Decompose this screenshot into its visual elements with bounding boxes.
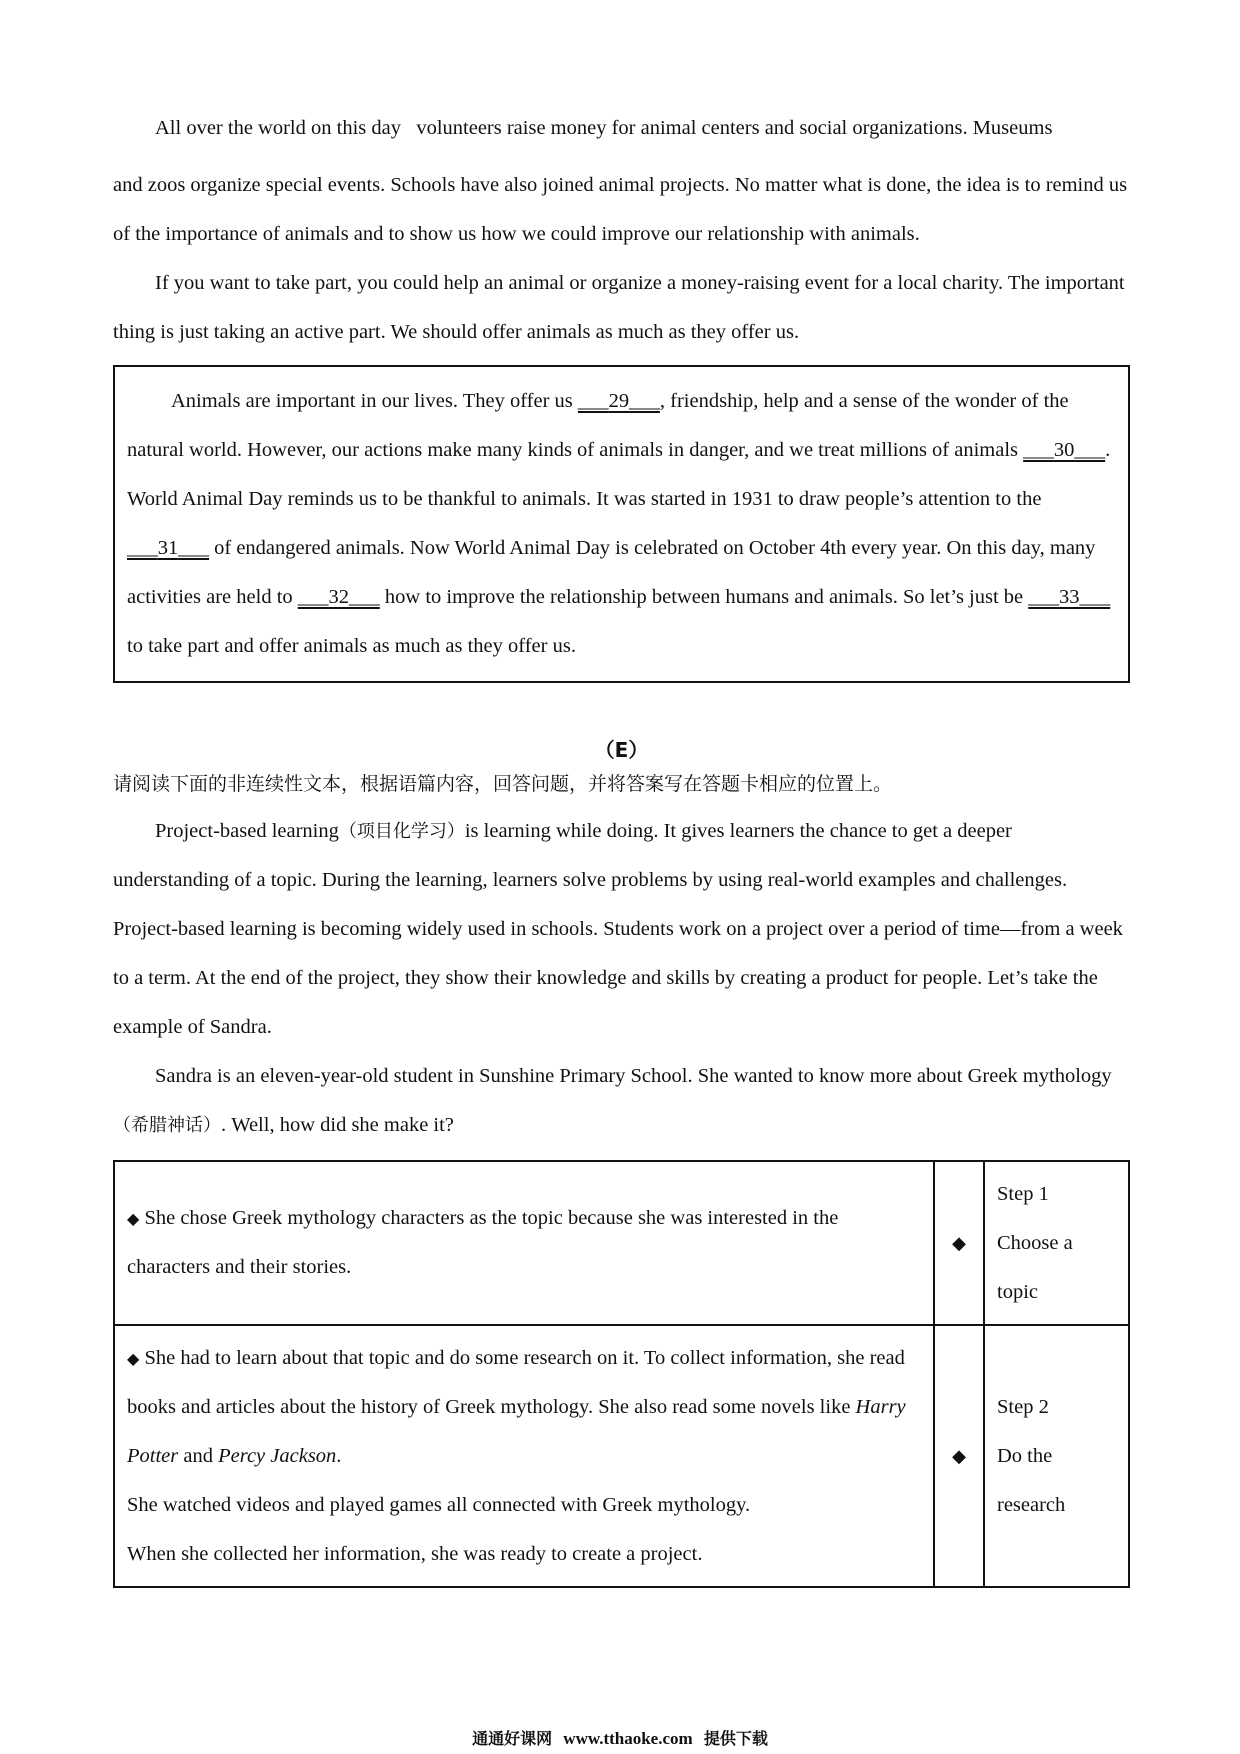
summary-part-1: Animals are important in our lives. They offer us <box>171 390 578 412</box>
book-title-harry-potter: Harry Potter <box>127 1395 906 1467</box>
footer-link[interactable]: www.tthaoke.com <box>563 1729 693 1748</box>
summary-text <box>127 377 1116 671</box>
blank-30: ___30___ <box>1023 439 1106 461</box>
blank-31: ___31___ <box>127 537 209 559</box>
step-row-1 <box>114 1161 1129 1325</box>
blank-33: ___33___ <box>1028 586 1111 608</box>
page-footer: 通通好课网 www.tthaoke.com 提供下载 <box>472 1729 768 1748</box>
blank-32: ___32___ <box>297 586 380 608</box>
summary-part-6: to take part and offer animals as much as they offer us. <box>127 635 576 657</box>
step-row-2 <box>114 1325 1129 1587</box>
steps-table <box>113 1160 1130 1588</box>
step-2-label: Step 2 Do the research <box>984 1325 1129 1587</box>
passage-d-paragraph-2: If you want to take part, you could help an animal or organize a money-raising event for a local charity. The important thing is just taking an active part. We should offer animals as much as they offer us. <box>113 272 1130 343</box>
diamond-marker-icon: ◆ <box>934 1161 984 1325</box>
diamond-marker-icon: ◆ <box>934 1325 984 1587</box>
passage-d-paragraph-1-rest: and zoos organize special events. Schools have also joined animal projects. No matter what is done, the idea is to remind us of the importance of animals and to show us how we could improve our relationship with animals. <box>113 174 1133 245</box>
diamond-bullet-icon: ◆ <box>127 1348 140 1368</box>
step-1-label: Step 1 Choose a topic <box>984 1161 1129 1325</box>
section-e-paragraph-1: Project-based learning（项目化学习）is learning while doing. It gives learners the chance to get a deeper understanding of a topic. During the learning, learners solve problems by using real-world examples and challenges. Project-based learning is becoming widely used in schools. Students work on a project over a period of time—from a week to a term. At the end of the project, they show their knowledge and skills by creating a product for people. Let’s take the example of Sandra. <box>113 820 1129 1038</box>
step-2-description: ◆ She had to learn about that topic and do some research on it. To collect information, she read books and articles about the history of Greek mythology. She also read some novels like Harry Potter and Percy Jackson. She watched videos and played games all connected with Greek mythology. When she collected her information, she was ready to create a project. <box>114 1325 934 1587</box>
diamond-bullet-icon: ◆ <box>127 1209 140 1228</box>
step-1-description: ◆ She chose Greek mythology characters as the topic because she was interested in the characters and their stories. <box>114 1161 934 1325</box>
section-e-instruction: 请阅读下面的非连续性文本，根据语篇内容，回答问题，并将答案写在答题卡相应的位置上。 <box>113 773 893 795</box>
summary-part-5: how to improve the relationship between humans and animals. So let’s just be <box>379 586 1029 608</box>
book-title-percy-jackson: Percy Jackson <box>218 1444 337 1467</box>
section-e-paragraph-2: Sandra is an eleven-year-old student in Sunshine Primary School. She wanted to know more about Greek mythology（希腊神话）. Well, how did she make it? <box>113 1065 1112 1136</box>
summary-part-2: , friendship, help and a sense of the wonder of the natural world. However, our actions make many kinds of animals in danger, and we treat millions of animals <box>127 390 1069 461</box>
passage-d-paragraph-1-start: All over the world on this day volunteers raise money for animal centers and social organizations. Museums <box>155 117 1053 139</box>
summary-part-3: . World Animal Day reminds us to be thankful to animals. It was started in 1931 to draw people’s attention to the <box>127 439 1111 510</box>
blank-29: ___29___ <box>577 390 660 412</box>
summary-box <box>113 365 1130 683</box>
summary-part-4: of endangered animals. Now World Animal Day is celebrated on October 4th every year. On this day, many activities are held to <box>127 537 1096 608</box>
section-e-heading: （E） <box>594 738 649 762</box>
document-page <box>113 96 1133 1588</box>
